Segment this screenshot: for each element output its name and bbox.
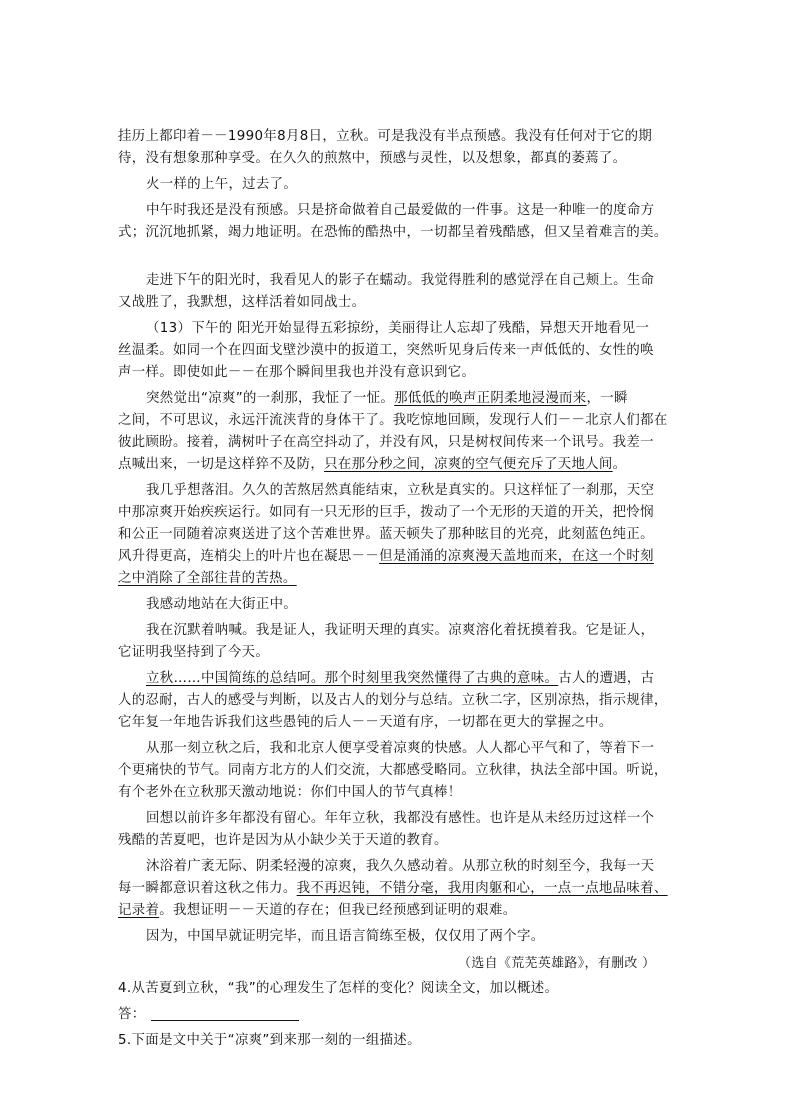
underlined-phrase: 但是涌涌的凉爽漫天盖地而来，在这一个时刻 (379, 549, 654, 564)
text-line: 沐浴着广袤无际、阴柔轻漫的凉爽，我久久感动着。从那立秋的时刻至今，我每一天 (146, 859, 655, 874)
text-line: 和公正一同随着凉爽送进了这个苦难世界。蓝天顿失了那种眩目的光亮，此刻蓝色纯正。 (118, 527, 654, 542)
text-line (118, 878, 668, 900)
underlined-phrase: 那低低的唤声正阴柔地浸漫而来 (394, 391, 587, 406)
text-line: 它证明我坚持到了今天。 (118, 645, 270, 660)
text-line: 残酷的苦夏吧，也许是因为从小缺少关于天道的教育。 (118, 833, 448, 848)
text-line (118, 568, 297, 590)
text-line: 走进下午的阳光时，我看见人的影子在蠕动。我觉得胜利的感觉浮在自己颊上。生命 (146, 273, 655, 288)
text-line: 待，没有想象那种享受。在久久的煎熬中，预感与灵性，以及想象，都真的萎蔫了。 (118, 151, 627, 166)
answer-label: 答： (118, 1007, 146, 1022)
text-line: 我几乎想落泪。久久的苦熬居然真能结束，立秋是真实的。只这样怔了一刹那，天空 (146, 483, 655, 498)
text-line: 挂历上都印着－－1990年8月8日，立秋。可是我没有半点预感。我没有任何对于它的期 (118, 129, 653, 144)
text-line: 它年复一年地告诉我们这些愚钝的后人－－天道有序，一切都在更大的掌握之中。 (118, 715, 613, 730)
text-line (118, 900, 517, 922)
text-line: 我在沉默着呐喊。我是证人，我证明天理的真实。凉爽溶化着抚摸着我。它是证人， (146, 623, 655, 638)
text-run: 古人的遭遇，古 (558, 671, 655, 686)
text-line: 声一样。即使如此－－在那个瞬间里我也并没有意识到它。 (118, 365, 476, 380)
text-line: 从那一刻立秋之后，我和北京人便享受着凉爽的快感。人人都心平气和了，等着下一 (146, 741, 655, 756)
text-line: 丝温柔。如同一个在四面戈壁沙漠中的扳道工，突然听见身后传来一声低低的、女性的唤 (118, 343, 654, 358)
text-run: 突然觉出“凉爽”的一刹那，我怔了一怔。 (146, 391, 395, 406)
answer-line (118, 1004, 299, 1026)
text-line (146, 668, 654, 690)
text-line: 中午时我还是没有预感。只是挤命做着自己最爱做的一件事。这是一种唯一的度命方 (146, 203, 655, 218)
text-line: 人的忍耐，古人的感受与判断，以及古人的划分与总结。立秋二字，区别凉热，指示规律， (118, 693, 668, 708)
text-line: 式；沉沉地抓紧，竭力地证明。在恐怖的酷热中，一切都呈着残酷感，但又呈着难言的美。 (118, 225, 668, 240)
text-line: 有个老外在立秋那天激动地说：你们中国人的节气真棒！ (118, 785, 462, 800)
text-run: 点喊出来，一切是这样猝不及防， (118, 457, 325, 472)
underlined-phrase: 立秋……中国简练的总结呵。那个时刻里我突然懂得了古典的意味。 (146, 671, 559, 686)
question-5: 5.下面是文中关于“凉爽”到来那一刻的一组描述。 (118, 1033, 421, 1048)
text-line: 火一样的上午，过去了。 (146, 177, 298, 192)
text-run: 。 (612, 457, 627, 472)
text-line (118, 454, 626, 476)
text-run: 每一瞬都意识着这秋之伟力。 (118, 881, 297, 896)
text-line: 中那凉爽开始疾疾运行。如同有一只无形的巨手，拨动了一个无形的天道的开关，把怜悯 (118, 505, 654, 520)
text-run: 风升得更高，连梢尖上的叶片也在凝思－－ (118, 549, 380, 564)
text-line (118, 546, 654, 568)
text-line: 之间，不可思议，永远汗流浃背的身体干了。我吃惊地回顾，发现行人们－－北京人们都在 (118, 413, 668, 428)
underlined-phrase: 之中消除了全部往昔的苦热。 (118, 571, 297, 586)
answer-blank[interactable] (151, 1006, 299, 1021)
text-line: 又战胜了，我默想，这样活着如同战士。 (118, 295, 366, 310)
source-citation: （选自《荒芜英雄路》，有删改 ） (458, 956, 656, 971)
text-line: 因为，中国早就证明完毕，而且语言简练至极，仅仅用了两个字。 (146, 929, 545, 944)
text-line: （13）下午的 阳光开始显得五彩掠纷，美丽得让人忘却了残酷，异想天开地看见一 (146, 321, 650, 336)
text-run: 。我想证明－－天道的存在；但我已经预感到证明的艰难。 (159, 903, 517, 918)
underlined-phrase: 我不再迟钝，不错分毫，我用肉躯和心，一点一点地品味着、 (296, 881, 668, 896)
text-line: 我感动地站在大街正中。 (146, 597, 298, 612)
text-line: 个更痛快的节气。同南方北方的人们交流，大都感受略同。立秋律，执法全部中国。听说， (118, 763, 668, 778)
question-4: 4.从苦夏到立秋，“我”的心理发生了怎样的变化？阅读全文，加以概述。 (118, 981, 559, 996)
underlined-phrase: 只在那分秒之间，凉爽的空气便充斥了天地人间 (324, 457, 613, 472)
text-line (146, 388, 628, 410)
underlined-phrase: 记录着 (118, 903, 160, 918)
text-run: ，一瞬 (586, 391, 628, 406)
text-line: 回想以前许多年都没有留心。年年立秋，我都没有感性。也许是从未经历过这样一个 (146, 811, 655, 826)
text-line: 彼此顾盼。接着，满树叶子在高空抖动了，并没有风，只是树杈间传来一个讯号。我差一 (118, 435, 654, 450)
